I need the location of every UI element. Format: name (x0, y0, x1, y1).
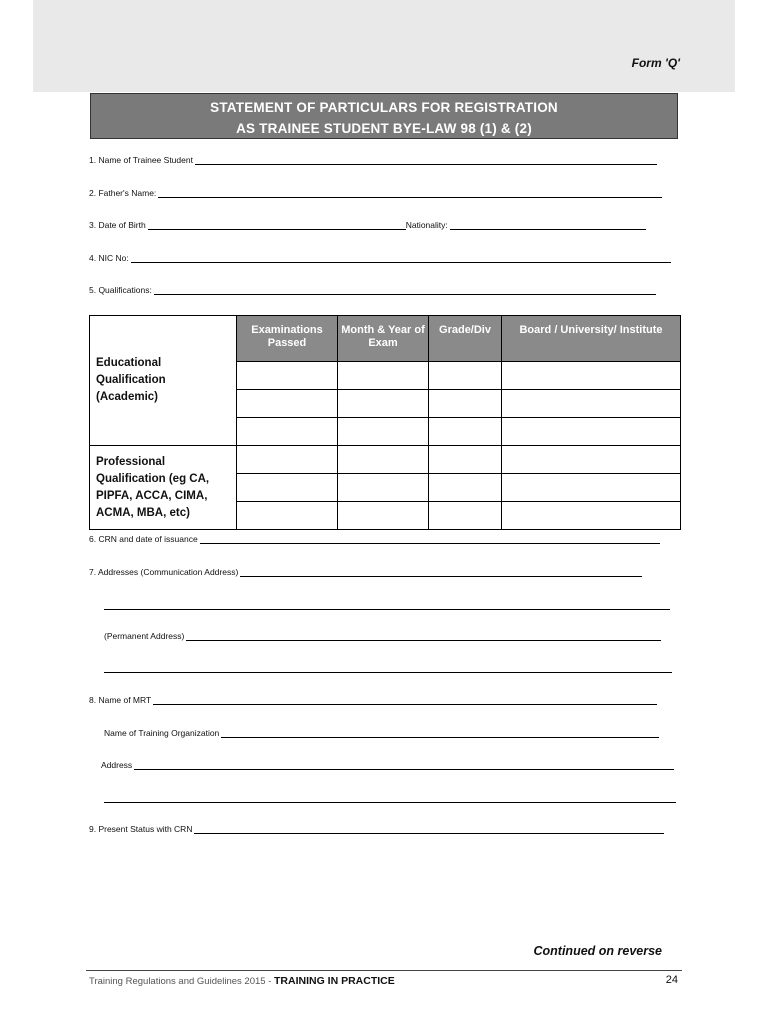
table-cell[interactable] (502, 418, 681, 446)
crn-input[interactable] (200, 534, 660, 544)
table-cell[interactable] (429, 474, 502, 502)
field-label: 2. Father's Name: (89, 188, 157, 198)
table-cell[interactable] (338, 362, 429, 390)
header-band (33, 0, 735, 92)
present-status-input[interactable] (194, 824, 664, 834)
field-label: 7. Addresses (Communication Address) (89, 567, 239, 577)
form-id: Form 'Q' (631, 56, 680, 70)
table-cell[interactable] (338, 390, 429, 418)
table-cell[interactable] (502, 362, 681, 390)
table-cell[interactable] (237, 446, 338, 474)
footer-text (89, 975, 395, 987)
table-cell[interactable] (338, 418, 429, 446)
field-label: 1. Name of Trainee Student (89, 155, 193, 165)
table-cell[interactable] (429, 362, 502, 390)
mrt-input[interactable] (153, 695, 657, 705)
table-cell[interactable] (237, 418, 338, 446)
field-label: Address (101, 760, 133, 770)
table-cell[interactable] (502, 502, 681, 530)
table-cell[interactable] (237, 502, 338, 530)
footer-section: TRAINING IN PRACTICE (274, 975, 395, 987)
communication-address-input[interactable] (240, 567, 642, 577)
field-permanent-address-cont (104, 663, 672, 673)
field-qualifications (89, 285, 656, 295)
nic-input[interactable] (131, 253, 671, 263)
table-cell[interactable] (502, 474, 681, 502)
field-label: 6. CRN and date of issuance (89, 534, 198, 544)
field-father-name (89, 188, 662, 198)
nationality-input[interactable] (450, 220, 646, 230)
training-org-input[interactable] (221, 728, 659, 738)
father-name-input[interactable] (158, 188, 662, 198)
table-cell[interactable] (237, 362, 338, 390)
field-label: 4. NIC No: (89, 253, 129, 263)
field-address-cont (104, 793, 676, 803)
field-label: 9. Present Status with CRN (89, 824, 193, 834)
field-label: 8. Name of MRT (89, 695, 152, 705)
table-cell[interactable] (429, 502, 502, 530)
field-mrt (89, 695, 657, 705)
footer-divider (86, 970, 682, 971)
field-label: Name of Training Organization (104, 728, 220, 738)
permanent-address-input-2[interactable] (104, 663, 672, 673)
title-line-2: AS TRAINEE STUDENT BYE-LAW 98 (1) & (2) (236, 121, 532, 136)
dob-input[interactable] (148, 220, 406, 230)
table-cell[interactable] (429, 390, 502, 418)
table-cell[interactable] (237, 474, 338, 502)
field-crn (89, 534, 660, 544)
table-cell[interactable] (338, 446, 429, 474)
field-permanent-address (104, 631, 661, 641)
col-header-month-year: Month & Year of Exam (338, 316, 429, 362)
field-dob (89, 220, 646, 230)
table-cell[interactable] (338, 502, 429, 530)
address-input-2[interactable] (104, 793, 676, 803)
col-header-exams: Examinations Passed (237, 316, 338, 362)
title-line-1: STATEMENT OF PARTICULARS FOR REGISTRATION (210, 100, 558, 115)
academic-row-header: Educational Qualification (Academic) (90, 316, 237, 446)
professional-row-header: Professional Qualification (eg CA, PIPFA, ACCA, CIMA, ACMA, MBA, etc) (90, 446, 237, 530)
field-trainee-name (89, 155, 657, 165)
permanent-address-input[interactable] (186, 631, 661, 641)
qualifications-input[interactable] (154, 285, 656, 295)
table-cell[interactable] (502, 390, 681, 418)
communication-address-input-2[interactable] (104, 600, 670, 610)
field-label: 3. Date of Birth (89, 220, 146, 230)
col-header-grade: Grade/Div (429, 316, 502, 362)
address-input[interactable] (134, 760, 674, 770)
footer-doc-title: Training Regulations and Guidelines 2015 - (89, 976, 272, 987)
nationality-label: Nationality: (405, 220, 448, 230)
page-number: 24 (665, 974, 678, 986)
field-present-status (89, 824, 664, 834)
field-nic (89, 253, 671, 263)
continued-note: Continued on reverse (533, 944, 662, 958)
field-training-org (104, 728, 659, 738)
field-label: 5. Qualifications: (89, 285, 152, 295)
table-cell[interactable] (502, 446, 681, 474)
table-cell[interactable] (237, 390, 338, 418)
field-address (101, 760, 674, 770)
field-label: (Permanent Address) (104, 631, 185, 641)
qualification-table (89, 315, 681, 530)
field-communication-address (89, 567, 642, 577)
table-cell[interactable] (429, 418, 502, 446)
field-communication-address-cont (104, 600, 670, 610)
table-cell[interactable] (429, 446, 502, 474)
table-cell[interactable] (338, 474, 429, 502)
form-title (90, 93, 678, 139)
trainee-name-input[interactable] (195, 155, 657, 165)
col-header-board: Board / University/ Institute (502, 316, 681, 362)
